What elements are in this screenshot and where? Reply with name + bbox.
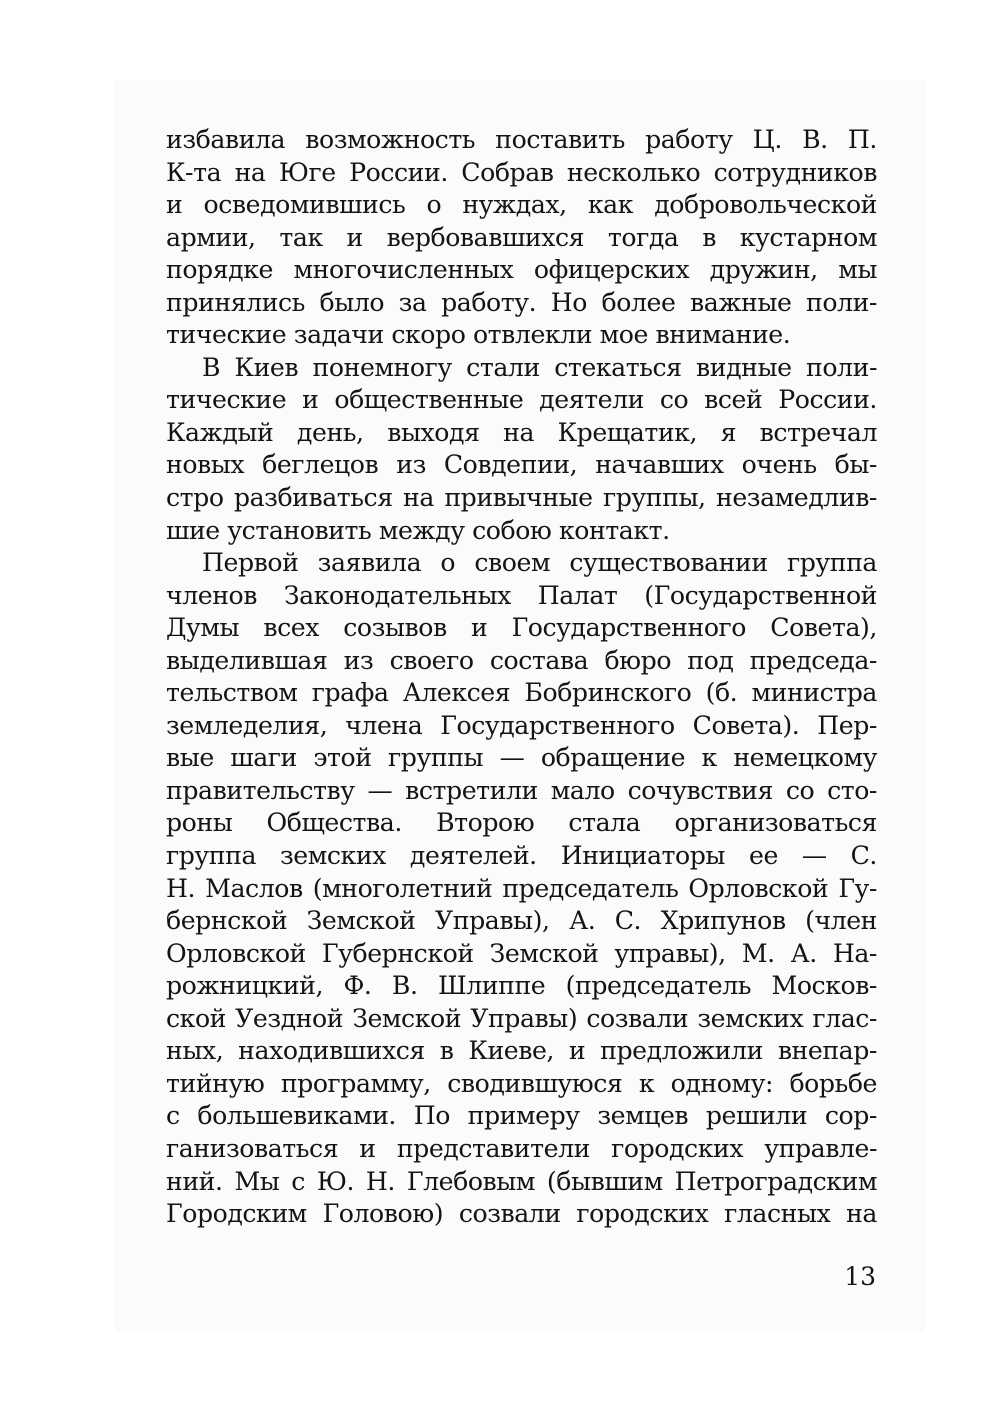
text-line: ных, находившихся в Киеве, и предложили внепар- — [166, 1036, 877, 1066]
text-line: и осведомившись о нуждах, как добровольческой — [166, 190, 877, 220]
text-line: тийную программу, сводившуюся к одному: борьбе — [166, 1068, 877, 1098]
text-line: вые шаги этой группы — обращение к немецкому — [166, 743, 877, 773]
text-line: ской Уездной Земской Управы) созвали земских глас- — [166, 1003, 877, 1033]
body-text — [166, 124, 877, 1231]
text-line: тические и общественные деятели со всей России. — [166, 385, 877, 415]
text-line: членов Законодательных Палат (Государственной — [166, 580, 877, 610]
text-line: ний. Мы с Ю. Н. Глебовым (бывшим Петроградским — [166, 1166, 877, 1196]
paragraph-3 — [166, 547, 877, 1230]
text-line: роны Общества. Второю стала организоваться — [166, 808, 877, 838]
text-line: стро разбиваться на привычные группы, незамедлив- — [166, 483, 877, 513]
text-line: Орловской Губернской Земской управы), М. А. На- — [166, 938, 877, 968]
text-line: избавила возможность поставить работу Ц. В. П. — [166, 125, 877, 154]
text-line: новых беглецов из Совдепии, начавших очень бы- — [166, 450, 877, 480]
text-line: тельством графа Алексея Бобринского (б. министра — [166, 678, 877, 708]
page-number: 13 — [844, 1262, 876, 1291]
text-line: тические задачи скоро отвлекли мое внимание. — [166, 320, 791, 350]
text-line: группа земских деятелей. Инициаторы ее — С. — [166, 841, 877, 871]
text-line: рожницкий, Ф. В. Шлиппе (председатель Москов- — [166, 971, 877, 1001]
text-line: шие установить между собою контакт. — [166, 515, 670, 545]
text-line: Первой заявила о своем существовании группа — [202, 548, 877, 578]
text-line: Каждый день, выходя на Крещатик, я встречал — [166, 417, 877, 447]
text-line: Н. Маслов (многолетний председатель Орловской Гу- — [166, 873, 877, 903]
text-line: земледелия, члена Государственного Совета). Пер- — [166, 710, 877, 740]
text-line: Городским Головою) созвали городских гласных на — [166, 1199, 877, 1229]
text-line: В Киев понемногу стали стекаться видные поли- — [202, 352, 877, 382]
text-line: ганизоваться и представители городских управле- — [166, 1133, 877, 1163]
text-line: выделившая из своего состава бюро под председа- — [166, 645, 877, 675]
text-line: Думы всех созывов и Государственного Совета), — [166, 613, 877, 643]
text-line: армии, так и вербовавшихся тогда в кустарном — [166, 222, 877, 252]
text-line: порядке многочисленных офицерских дружин, мы — [166, 255, 877, 285]
paragraph-2 — [166, 352, 877, 547]
text-line: бернской Земской Управы), А. С. Хрипунов (член — [166, 906, 877, 936]
text-line: принялись было за работу. Но более важные поли- — [166, 287, 877, 317]
paragraph-1 — [166, 124, 877, 352]
text-line: с большевиками. По примеру земцев решили сор- — [166, 1101, 877, 1131]
text-line: К-та на Юге России. Собрав несколько сотрудников — [166, 157, 877, 187]
text-line: правительству — встретили мало сочувствия со сто- — [166, 775, 877, 805]
